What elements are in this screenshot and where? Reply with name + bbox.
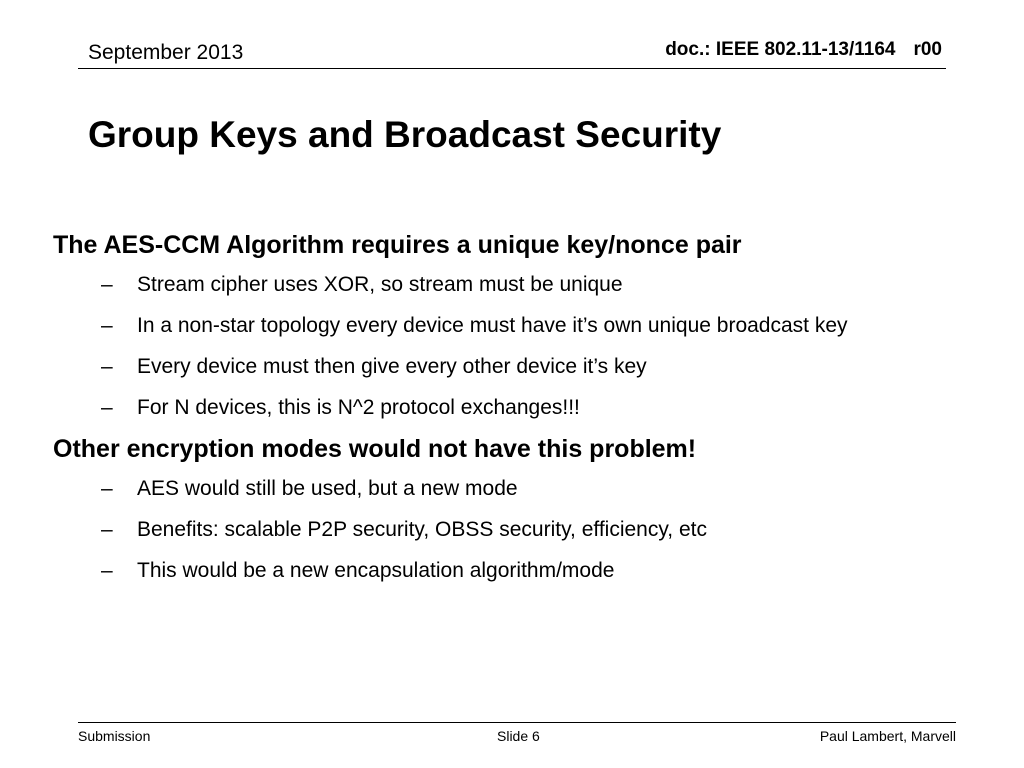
bullet-item	[53, 472, 953, 506]
bullet-list	[53, 472, 953, 588]
dash-bullet-icon: –	[101, 518, 113, 541]
footer-slide-number: Slide 6	[497, 728, 540, 744]
section-heading: Other encryption modes would not have this problem!	[53, 435, 697, 463]
doc-number: doc.: IEEE 802.11-13/1164	[665, 39, 896, 60]
footer-divider	[78, 722, 956, 723]
bullet-item	[53, 391, 953, 425]
bullet-text: In a non-star topology every device must have it’s own unique broadcast key	[137, 314, 848, 337]
slide-title: Group Keys and Broadcast Security	[88, 114, 722, 155]
header-document-id	[665, 38, 942, 62]
dash-bullet-icon: –	[101, 314, 113, 337]
dash-bullet-icon: –	[101, 559, 113, 582]
bullet-text: This would be a new encapsulation algorithm/mode	[137, 559, 615, 582]
dash-bullet-icon: –	[101, 355, 113, 378]
bullet-text: AES would still be used, but a new mode	[137, 477, 518, 500]
section-heading: The AES-CCM Algorithm requires a unique key/nonce pair	[53, 231, 742, 259]
bullet-item	[53, 350, 953, 384]
bullet-item	[53, 309, 953, 343]
bullet-list	[53, 268, 953, 425]
footer-submission: Submission	[78, 728, 151, 744]
bullet-text: Stream cipher uses XOR, so stream must be unique	[137, 273, 623, 296]
bullet-item	[53, 554, 953, 588]
dash-bullet-icon: –	[101, 273, 113, 296]
dash-bullet-icon: –	[101, 396, 113, 419]
bullet-text: For N devices, this is N^2 protocol exchanges!!!	[137, 396, 580, 419]
header-date: September 2013	[88, 41, 244, 64]
slide-body	[53, 228, 953, 595]
footer-author: Paul Lambert, Marvell	[819, 728, 956, 744]
bullet-item	[53, 513, 953, 547]
bullet-text: Benefits: scalable P2P security, OBSS security, efficiency, etc	[137, 518, 707, 541]
bullet-item	[53, 268, 953, 302]
bullet-text: Every device must then give every other device it’s key	[137, 355, 647, 378]
doc-revision: r00	[913, 39, 942, 60]
dash-bullet-icon: –	[101, 477, 113, 500]
header-divider	[78, 68, 946, 69]
